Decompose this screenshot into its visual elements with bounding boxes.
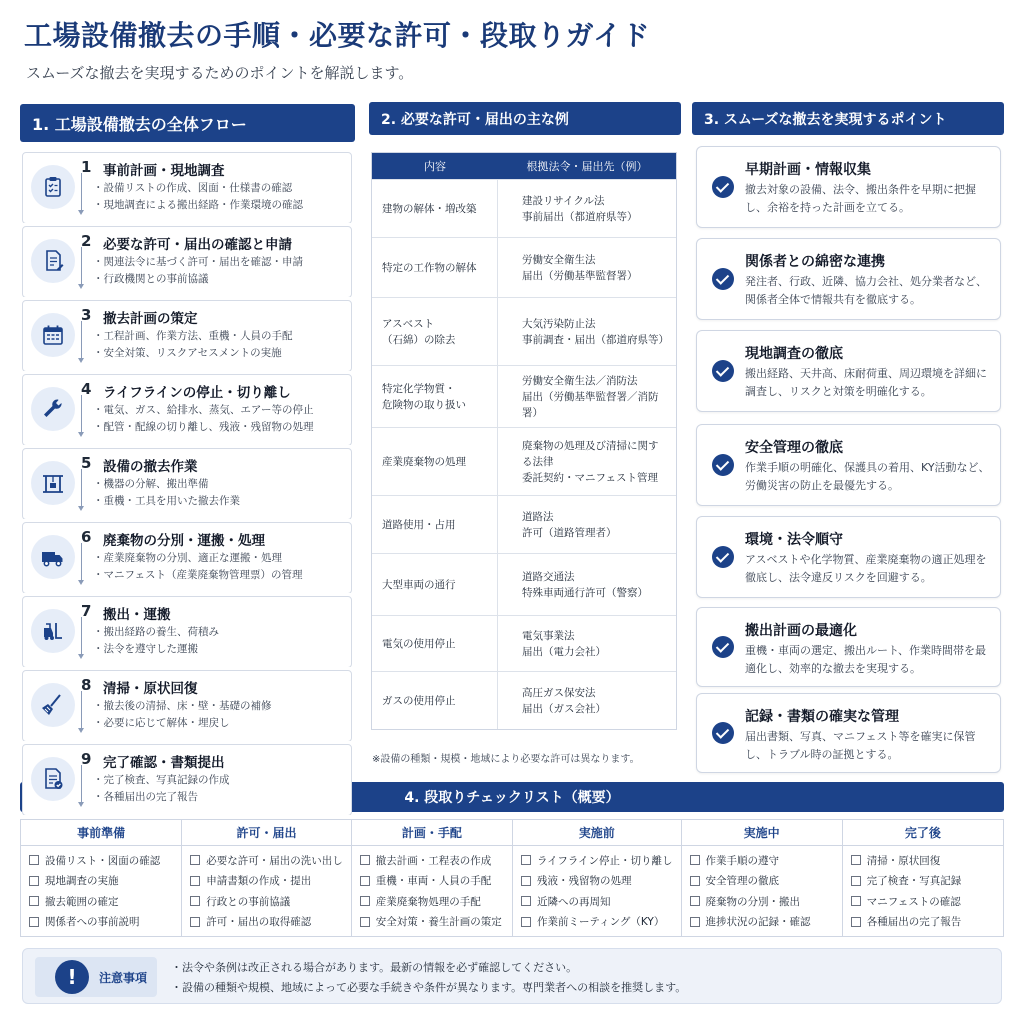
checklist-item[interactable] [851,850,995,871]
point-description: 重機・車両の選定、搬出ルート、作業時間帯を最適化し、効率的な撤去を実現する。 [745,644,987,675]
checklist-item[interactable] [190,912,343,933]
permit-law-text: 許可（道路管理者） [522,526,617,539]
checklist-item-label: 重機・車両・人員の手配 [375,875,492,888]
flow-arrow-icon [81,691,82,729]
flow-arrow-icon [81,395,82,433]
checklist-item-label: 完了検査・写真記録 [866,875,962,888]
checklist-item-label: 残液・残留物の処理 [536,875,632,888]
checklist-item-label: 撤去範囲の確定 [45,895,119,908]
permit-item-cell [372,180,498,237]
checklist-item-label: 設備リスト・図面の確認 [45,854,161,867]
flow-step [22,152,352,224]
checkbox[interactable] [29,855,39,865]
point-description: 搬出経路、天井高、床耐荷重、周辺環境を詳細に調査し、リスクと対策を明確化する。 [745,367,987,398]
step-bullet: ・ 重機・工具を用いた撤去作業 [93,493,240,510]
point-title: 関係者との綿密な連携 [745,254,885,270]
step-title: 必要な許可・届出の確認と申請 [103,237,292,253]
checklist-item[interactable] [29,850,173,871]
checklist-item[interactable] [29,871,173,892]
permit-law-cell [498,496,676,553]
permit-item-cell [372,616,498,671]
permit-law-text: 高圧ガス保安法 [522,686,596,699]
step-bullet: ・ 工程計画、作業方法、重機・人員の手配 [93,328,293,345]
permit-item-text: 特定の工作物の解体 [382,261,477,274]
checkbox[interactable] [190,917,200,927]
permits-header-item: 内容 [424,160,446,173]
check-circle-icon [712,636,734,658]
checklist-item-label: 撤去計画・工程表の作成 [375,854,492,867]
flow-step [22,596,352,668]
point-description: 撤去対象の設備、法令、搬出条件を早期に把握し、余裕を持った計画を立てる。 [745,183,976,214]
permits-table-row [372,427,676,495]
check-circle-icon [712,268,734,290]
checklist-item[interactable] [690,850,834,871]
check-circle-icon [712,546,734,568]
permit-item-cell [372,366,498,427]
flow-arrow-icon [81,321,82,359]
checklist-column [843,820,1003,936]
flow-arrow-icon [81,765,82,803]
step-bullet: ・ マニフェスト（産業廃棄物管理票）の管理 [93,567,302,584]
permits-table-row [372,297,676,365]
flow-step [22,448,352,520]
flow-arrow-icon [81,469,82,507]
checklist-column-title: 実施前 [513,820,681,846]
truck-icon [31,535,75,579]
permit-item-text: 電気の使用停止 [382,637,456,650]
flow-step [22,300,352,372]
permits-table-row [372,553,676,615]
checklist-item-label: 作業前ミーティング（KY） [536,916,665,929]
step-bullet: ・ 電気、ガス、給排水、蒸気、エアー等の停止 [93,402,314,419]
page-subtitle: スムーズな撤去を実現するためのポイントを解説します。 [26,64,414,82]
checklist-item-label: マニフェストの確認 [866,895,961,908]
section-header-checklist: 4. 段取りチェックリスト（概要） [20,782,1004,812]
checklist-item[interactable] [360,912,504,933]
permit-item-text: （石綿）の除去 [382,333,456,346]
checkbox[interactable] [360,876,370,886]
checklist-item-label: 現地調査の実施 [45,875,119,888]
point-description: 届出書類、写真、マニフェスト等を確実に保管し、トラブル時の証拠とする。 [745,730,976,761]
point-card [696,238,1001,320]
point-card [696,146,1001,228]
point-card [696,330,1001,412]
permit-law-text: 特殊車両通行許可（警察） [522,586,648,599]
permit-item-cell [372,554,498,615]
checkbox[interactable] [851,876,861,886]
checkbox[interactable] [851,896,861,906]
checkbox[interactable] [190,855,200,865]
step-bullets [93,402,314,436]
checklist-item[interactable] [360,891,504,912]
flow-list [22,152,352,818]
checklist-item[interactable] [521,891,673,912]
step-title: 搬出・運搬 [103,607,171,623]
step-bullets [93,180,303,214]
document-check-icon [31,757,75,801]
document-pen-icon [31,239,75,283]
section-header-points: 3. スムーズな撤去を実現するポイント [692,102,1004,135]
checklist-item-label: 近隣への再周知 [536,895,611,908]
permit-item-cell [372,298,498,365]
checklist-item-label: 清掃・原状回復 [866,854,941,867]
flow-step [22,744,352,816]
permits-table-row [372,615,676,671]
permits-table-header [372,153,676,179]
checkbox[interactable] [690,876,700,886]
checklist-item[interactable] [360,871,504,892]
checklist [20,819,1004,937]
caution-notes [171,958,686,998]
step-title: 設備の撤去作業 [103,459,198,475]
checklist-item-label: 申請書類の作成・提出 [206,875,312,888]
checkbox[interactable] [29,917,39,927]
check-circle-icon [712,722,734,744]
step-bullets [93,328,293,362]
permit-item-text: 大型車両の通行 [382,578,456,591]
step-number: 7 [81,602,92,620]
checklist-item-label: 産業廃棄物処理の手配 [375,895,481,908]
checklist-item[interactable] [360,850,504,871]
permit-law-text: 道路法 [522,510,554,523]
permit-law-text: 廃棄物の処理及び清掃に関す [522,439,659,452]
checklist-item[interactable] [521,912,673,933]
checkbox[interactable] [360,896,370,906]
permit-item-text: 産業廃棄物の処理 [382,455,466,468]
step-number: 1 [81,158,92,176]
check-circle-icon [712,454,734,476]
permit-item-text: 特定化学物質・ [382,382,456,395]
checklist-item[interactable] [190,850,343,871]
permit-item-text: 危険物の取り扱い [382,398,466,411]
permit-law-text: る法律 [522,455,554,468]
permit-law-cell [498,554,676,615]
point-description: アスベストや化学物質、産業廃棄物の適正処理を徹底し、法令違反リスクを回避する。 [745,553,987,584]
permit-law-text: 届出（労働基準監督署／消防署） [522,390,659,419]
permit-law-text: 労働安全衛生法 [522,253,596,266]
checklist-item-label: 各種届出の完了報告 [866,916,962,929]
step-title: ライフラインの停止・切り離し [103,385,291,401]
check-circle-icon [712,360,734,382]
step-bullet: ・ 設備リストの作成、図面・仕様書の確認 [93,180,303,197]
step-title: 完了確認・書類提出 [103,755,225,771]
step-number: 5 [81,454,92,472]
checkbox[interactable] [851,855,861,865]
forklift-icon [31,609,75,653]
step-title: 撤去計画の策定 [103,311,198,327]
point-title: 安全管理の徹底 [745,440,843,456]
calendar-icon [31,313,75,357]
checklist-item-label: 関係者への事前説明 [45,916,140,929]
step-title: 清掃・原状回復 [103,681,198,697]
step-number: 2 [81,232,92,250]
point-title: 搬出計画の最適化 [745,623,857,639]
step-title: 事前計画・現地調査 [103,163,225,179]
caution-label: 注意事項 [99,971,148,985]
page-title: 工場設備撤去の手順・必要な許可・段取りガイド [24,19,651,52]
step-number: 4 [81,380,92,398]
permit-item-text: アスベスト [382,317,435,330]
caution-badge [35,957,157,997]
caution-box [22,948,1002,1004]
checklist-item[interactable] [190,871,343,892]
checklist-item[interactable] [521,871,673,892]
checkbox[interactable] [521,896,531,906]
checkbox[interactable] [521,876,531,886]
step-bullet: ・ 搬出経路の養生、荷積み [93,624,219,641]
step-bullet: ・ 法令を遵守した運搬 [93,641,219,658]
step-bullet: ・ 安全対策、リスクアセスメントの実施 [93,345,293,362]
step-number: 8 [81,676,92,694]
permit-law-text: 届出（労働基準監督署） [522,269,638,282]
checklist-item[interactable] [29,912,173,933]
permit-item-text: 道路使用・占用 [382,518,456,531]
permit-item-cell [372,428,498,495]
permits-table-row [372,671,676,729]
checklist-column [21,820,182,936]
step-bullet: ・ 配管・配線の切り離し、残液・残留物の処理 [93,419,314,436]
point-title: 環境・法令順守 [745,532,843,548]
checkbox[interactable] [190,896,200,906]
permit-law-text: 届出（電力会社） [522,645,606,658]
point-title: 早期計画・情報収集 [745,162,871,178]
step-bullet: ・ 必要に応じて解体・埋戻し [93,715,272,732]
checklist-column-title: 計画・手配 [352,820,512,846]
checkbox[interactable] [521,855,531,865]
checklist-item-label: 作業手順の遵守 [705,854,780,867]
permit-law-text: 事前届出（都道府県等） [522,210,638,223]
step-bullet: ・ 現地調査による搬出経路・作業環境の確認 [93,197,303,214]
checkbox[interactable] [521,917,531,927]
step-number: 9 [81,750,92,768]
step-bullet: ・ 産業廃棄物の分別、適正な運搬・処理 [93,550,302,567]
step-bullet: ・ 行政機関との事前協議 [93,271,303,288]
permit-law-cell [498,180,676,237]
checklist-item[interactable] [690,912,834,933]
checklist-item-label: 許可・届出の取得確認 [206,916,312,929]
checklist-column-title: 許可・届出 [182,820,351,846]
permit-law-cell [498,672,676,729]
point-title: 現地調査の徹底 [745,346,843,362]
checklist-item-label: 安全管理の徹底 [705,875,780,888]
point-card [696,516,1001,598]
permit-item-cell [372,238,498,297]
check-circle-icon [712,176,734,198]
checklist-item[interactable] [851,912,995,933]
step-bullets [93,476,240,510]
permit-law-text: 建設リサイクル法 [522,194,605,207]
permit-law-text: 届出（ガス会社） [522,702,606,715]
clipboard-icon [31,165,75,209]
checklist-column [182,820,352,936]
section-header-permits: 2. 必要な許可・届出の主な例 [369,102,681,135]
checklist-item-label: 行政との事前協議 [206,895,291,908]
permit-law-cell [498,298,676,365]
checkbox[interactable] [29,896,39,906]
section-header-flow: 1. 工場設備撤去の全体フロー [20,104,355,142]
step-title: 廃棄物の分別・運搬・処理 [103,533,265,549]
flow-step [22,670,352,742]
permit-law-text: 電気事業法 [522,629,575,642]
checklist-item-label: ライフライン停止・切り離し [536,854,673,867]
step-number: 6 [81,528,92,546]
checklist-column-title: 事前準備 [21,820,181,846]
exclamation-icon: ! [55,960,89,994]
caution-note: ・ 法令や条例は改正される場合があります。最新の情報を必ず確認してください。 [171,958,686,978]
step-bullet: ・ 撤去後の清掃、床・壁・基礎の補修 [93,698,272,715]
flow-step [22,374,352,446]
permit-law-cell [498,366,676,427]
checkbox[interactable] [851,917,861,927]
permit-law-cell [498,428,676,495]
flow-arrow-icon [81,617,82,655]
checkbox[interactable] [190,876,200,886]
checkbox[interactable] [690,917,700,927]
checkbox[interactable] [690,855,700,865]
checklist-item[interactable] [29,891,173,912]
permit-item-cell [372,496,498,553]
caution-note: ・ 設備の種類や規模、地域によって必要な手続きや条件が異なります。専門業者への相談を推奨します。 [171,978,686,998]
step-bullets [93,624,219,658]
permit-law-cell [498,616,676,671]
permit-item-text: ガスの使用停止 [382,694,456,707]
checklist-item[interactable] [851,891,995,912]
step-bullet: ・ 完了検査、写真記録の作成 [93,772,230,789]
checkbox[interactable] [360,917,370,927]
checklist-column-title: 完了後 [843,820,1003,846]
flow-step [22,226,352,298]
checkbox[interactable] [690,896,700,906]
permit-law-text: 大気汚染防止法 [522,317,596,330]
step-bullets [93,698,272,732]
step-bullet: ・ 各種届出の完了報告 [93,789,230,806]
checklist-column [352,820,513,936]
step-bullets [93,550,302,584]
point-description: 作業手順の明確化、保護具の着用、KY活動など、労働災害の防止を最優先する。 [745,461,990,492]
point-title: 記録・書類の確実な管理 [745,709,899,725]
checklist-item-label: 必要な許可・届出の洗い出し [206,854,343,867]
permit-law-text: 労働安全衛生法／消防法 [522,374,638,387]
broom-icon [31,683,75,727]
step-bullets [93,772,230,806]
point-card [696,424,1001,506]
permit-law-cell [498,238,676,297]
point-card [696,607,1001,687]
checklist-item[interactable] [690,891,834,912]
permits-table-row [372,179,676,237]
checklist-item[interactable] [690,871,834,892]
step-bullets [93,254,303,288]
wrench-icon [31,387,75,431]
permits-table-row [372,365,676,427]
permits-table-row [372,237,676,297]
permits-table [371,152,677,730]
flow-step [22,522,352,594]
step-number: 3 [81,306,92,324]
point-card [696,693,1001,773]
checklist-item-label: 廃棄物の分別・搬出 [705,895,801,908]
checklist-item[interactable] [851,871,995,892]
checkbox[interactable] [29,876,39,886]
checkbox[interactable] [360,855,370,865]
checklist-item-label: 進捗状況の記録・確認 [705,916,811,929]
checklist-item-label: 安全対策・養生計画の策定 [375,916,502,929]
crane-icon [31,461,75,505]
permits-header-law: 根拠法令・届出先（例） [526,160,648,173]
flow-arrow-icon [81,247,82,285]
flow-arrow-icon [81,543,82,581]
step-bullet: ・ 機器の分解、搬出準備 [93,476,240,493]
permit-item-text: 建物の解体・増改築 [382,202,477,215]
permit-item-cell [372,672,498,729]
checklist-column [513,820,682,936]
point-description: 発注者、行政、近隣、協力会社、処分業者など、関係者全体で情報共有を徹底する。 [745,275,987,306]
permits-note: ※設備の種類・規模・地域により必要な許可は異なります。 [372,754,640,765]
checklist-item[interactable] [521,850,673,871]
permit-law-text: 委託契約・マニフェスト管理 [522,471,658,484]
permit-law-text: 道路交通法 [522,570,575,583]
flow-arrow-icon [81,173,82,211]
checklist-column [682,820,843,936]
checklist-column-title: 実施中 [682,820,842,846]
step-bullet: ・ 関連法令に基づく許可・届出を確認・申請 [93,254,303,271]
permit-law-text: 事前調査・届出（都道府県等） [522,333,669,346]
checklist-item[interactable] [190,891,343,912]
permits-table-row [372,495,676,553]
